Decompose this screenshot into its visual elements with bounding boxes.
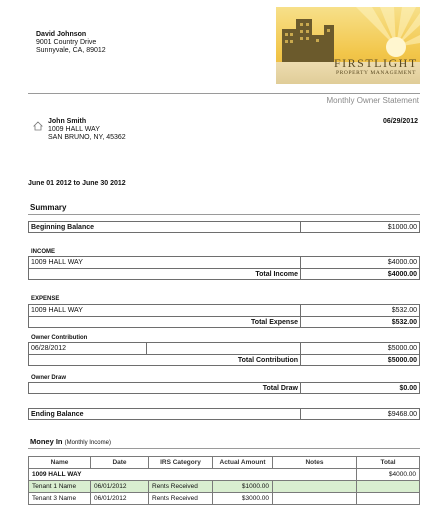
income-heading: INCOME <box>31 249 55 255</box>
summary-heading: Summary <box>30 203 67 212</box>
logo-wordmark: FIRSTLIGHT <box>334 56 418 70</box>
column-divider <box>300 221 301 233</box>
row-date: 06/01/2012 <box>91 481 149 493</box>
income-property: 1009 HALL WAY <box>31 259 83 266</box>
expense-value: $532.00 <box>391 307 417 314</box>
table-row <box>29 469 420 481</box>
money-in-table <box>28 456 420 505</box>
ending-balance-value: $9468.00 <box>387 411 417 418</box>
row-notes <box>273 493 357 505</box>
ending-balance-row <box>28 408 420 420</box>
total-draw-value: $0.00 <box>399 385 417 392</box>
row-amount: $3000.00 <box>213 493 273 505</box>
summary-divider <box>28 214 420 215</box>
logo-tagline: PROPERTY MANAGEMENT <box>336 70 417 76</box>
table-row <box>29 493 420 505</box>
row-divider <box>28 354 420 355</box>
total-expense-label: Total Expense <box>251 319 298 326</box>
row-date: 06/01/2012 <box>91 493 149 505</box>
column-divider <box>146 342 147 354</box>
col-date: Date <box>91 457 149 469</box>
statement-period: June 01 2012 to June 30 2012 <box>28 180 126 187</box>
sender-name: David Johnson <box>36 31 87 38</box>
beginning-balance-value: $1000.00 <box>387 224 417 231</box>
sender-address-line2: Sunnyvale, CA, 89012 <box>36 47 106 54</box>
row-total <box>357 493 420 505</box>
row-notes <box>273 481 357 493</box>
recipient-name: John Smith <box>48 118 87 125</box>
property-total: $4000.00 <box>357 469 420 481</box>
column-divider <box>300 382 301 394</box>
col-total: Total <box>357 457 420 469</box>
col-name: Name <box>29 457 91 469</box>
total-contribution-value: $5000.00 <box>387 357 417 364</box>
contribution-heading: Owner Contribution <box>31 335 88 341</box>
column-divider <box>300 342 301 366</box>
col-notes: Notes <box>273 457 357 469</box>
ending-balance-label: Ending Balance <box>31 411 84 418</box>
money-in-title: Money In <box>30 437 63 446</box>
column-divider <box>300 256 301 280</box>
draw-heading: Owner Draw <box>31 375 67 381</box>
col-irs-category: IRS Category <box>149 457 213 469</box>
total-income-label: Total Income <box>255 271 298 278</box>
total-expense-value: $532.00 <box>391 319 417 326</box>
recipient-address-line1: 1009 HALL WAY <box>48 126 100 133</box>
property-name: 1009 HALL WAY <box>29 469 357 481</box>
expense-property: 1009 HALL WAY <box>31 307 83 314</box>
row-amount: $1000.00 <box>213 481 273 493</box>
contribution-date: 06/28/2012 <box>31 345 67 352</box>
contribution-value: $5000.00 <box>387 345 417 352</box>
beginning-balance-label: Beginning Balance <box>31 224 95 231</box>
header-divider <box>28 93 420 94</box>
money-in-heading <box>30 437 111 446</box>
row-category: Rents Received <box>149 481 213 493</box>
sender-address-line1: 9001 Country Drive <box>36 39 97 46</box>
col-actual-amount: Actual Amount <box>213 457 273 469</box>
row-name: Tenant 1 Name <box>29 481 91 493</box>
statement-title: Monthly Owner Statement <box>326 96 419 105</box>
company-logo <box>276 7 420 84</box>
row-divider <box>28 268 420 269</box>
total-draw-label: Total Draw <box>262 385 298 392</box>
recipient-address-line2: SAN BRUNO, NY, 45362 <box>48 134 126 141</box>
income-value: $4000.00 <box>387 259 417 266</box>
row-name: Tenant 3 Name <box>29 493 91 505</box>
row-category: Rents Received <box>149 493 213 505</box>
home-icon <box>33 118 43 136</box>
money-in-divider <box>28 448 420 449</box>
column-divider <box>300 304 301 328</box>
table-header-row <box>29 457 420 469</box>
table-row <box>29 481 420 493</box>
column-divider <box>300 408 301 420</box>
expense-heading: EXPENSE <box>31 296 60 302</box>
money-in-subtitle: (Monthly Income) <box>64 440 111 446</box>
total-income-value: $4000.00 <box>387 271 417 278</box>
row-divider <box>28 316 420 317</box>
total-contribution-label: Total Contribution <box>237 357 298 364</box>
row-total <box>357 481 420 493</box>
statement-date: 06/29/2012 <box>382 118 418 125</box>
draw-box <box>28 382 420 394</box>
